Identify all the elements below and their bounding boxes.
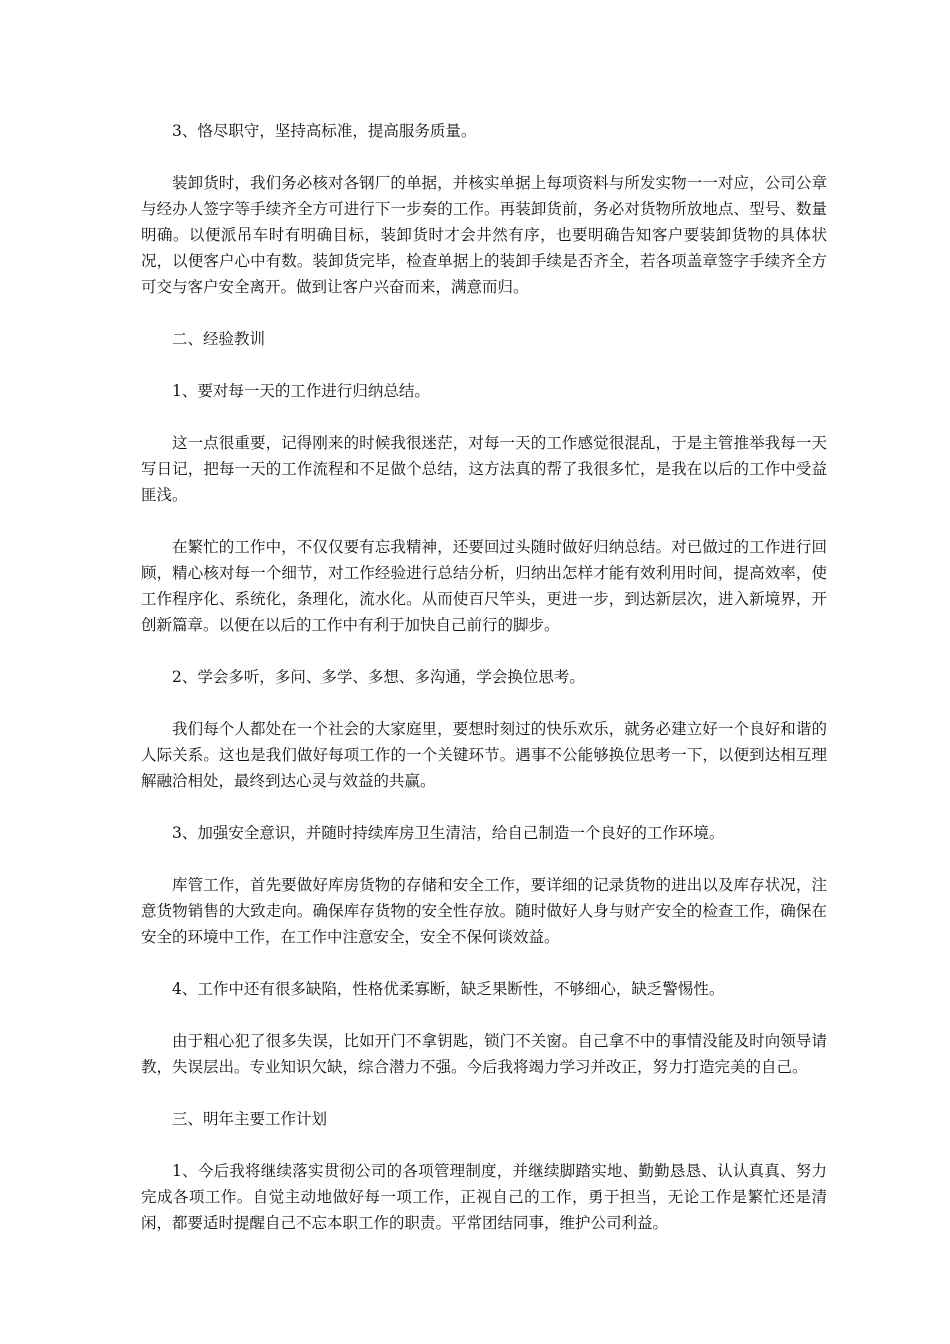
paragraph-interpersonal-relations: 我们每个人都处在一个社会的大家庭里，要想时刻过的快乐欢乐，就务必建立好一个良好和谐的人际关系。这也是我们做好每项工作的一个关键环节。遇事不公能够换位思考一下，以便到达相互理解融洽相处，最终到达心灵与效益的共赢。 — [141, 720, 827, 790]
paragraph-loading-procedure: 装卸货时，我们务必核对各钢厂的单据，并核实单据上每项资料与所发实物一一对应，公司公章与经办人签字等手续齐全方可进行下一步奏的工作。再装卸货前，务必对货物所放地点、型号、数量明确。以便派吊车时有明确目标，装卸货时才会井然有序，也要明确告知客户要装卸货物的具体状况，以便客户心中有数。装卸货完毕，检查单据上的装卸手续是否齐全，若各项盖章签字手续齐全方可交与客户安全离开。做到让客户兴奋而来，满意而归。 — [141, 174, 827, 296]
subheading-3-safety-awareness: 3、加强安全意识，并随时持续库房卫生清洁，给自己制造一个良好的工作环境。 — [172, 824, 725, 842]
paragraph-busy-work-review: 在繁忙的工作中，不仅仅要有忘我精神，还要回过头随时做好归纳总结。对已做过的工作进行回顾，精心核对每一个细节，对工作经验进行总结分析，归纳出怎样才能有效利用时间，提高效率，使工作程序化、系统化，条理化，流水化。从而使百尺竿头，更进一步，到达新层次，进入新境界，开创新篇章。以便在以后的工作中有利于加快自己前行的脚步。 — [141, 538, 827, 634]
subheading-4-shortcomings: 4、工作中还有很多缺陷，性格优柔寡断，缺乏果断性，不够细心，缺乏警惕性。 — [172, 980, 725, 998]
paragraph-warehouse-safety: 库管工作，首先要做好库房货物的存储和安全工作，要详细的记录货物的进出以及库存状况，注意货物销售的大致走向。确保库存货物的安全性存放。随时做好人身与财产安全的检查工作，确保在安全的环境中工作，在工作中注意安全，安全不保何谈效益。 — [141, 876, 827, 946]
subheading-2-communication: 2、学会多听，多问、多学、多想、多沟通，学会换位思考。 — [172, 668, 585, 686]
subheading-3-service-quality: 3、恪尽职守，坚持高标准，提高服务质量。 — [172, 122, 477, 140]
paragraph-daily-diary: 这一点很重要，记得刚来的时候我很迷茫，对每一天的工作感觉很混乱，于是主管推举我每一天写日记，把每一天的工作流程和不足做个总结，这方法真的帮了我很多忙，是我在以后的工作中受益匪浅。 — [141, 434, 827, 504]
document-body — [141, 118, 827, 1262]
subheading-1-daily-summary: 1、要对每一天的工作进行归纳总结。 — [172, 382, 430, 400]
paragraph-carelessness: 由于粗心犯了很多失误，比如开门不拿钥匙，锁门不关窗。自己拿不中的事情没能及时向领导请教，失误层出。专业知识欠缺，综合潜力不强。今后我将竭力学习并改正，努力打造完美的自己。 — [141, 1032, 827, 1076]
paragraph-plan-item-1: 1、今后我将继续落实贯彻公司的各项管理制度，并继续脚踏实地、勤勤恳恳、认认真真、努力完成各项工作。自觉主动地做好每一项工作，正视自己的工作，勇于担当，无论工作是繁忙还是清闲，都要适时提醒自己不忘本职工作的职责。平常团结同事，维护公司利益。 — [141, 1162, 827, 1232]
section-heading-next-year-plan: 三、明年主要工作计划 — [172, 1110, 328, 1128]
section-heading-experience-lessons: 二、经验教训 — [172, 330, 266, 348]
